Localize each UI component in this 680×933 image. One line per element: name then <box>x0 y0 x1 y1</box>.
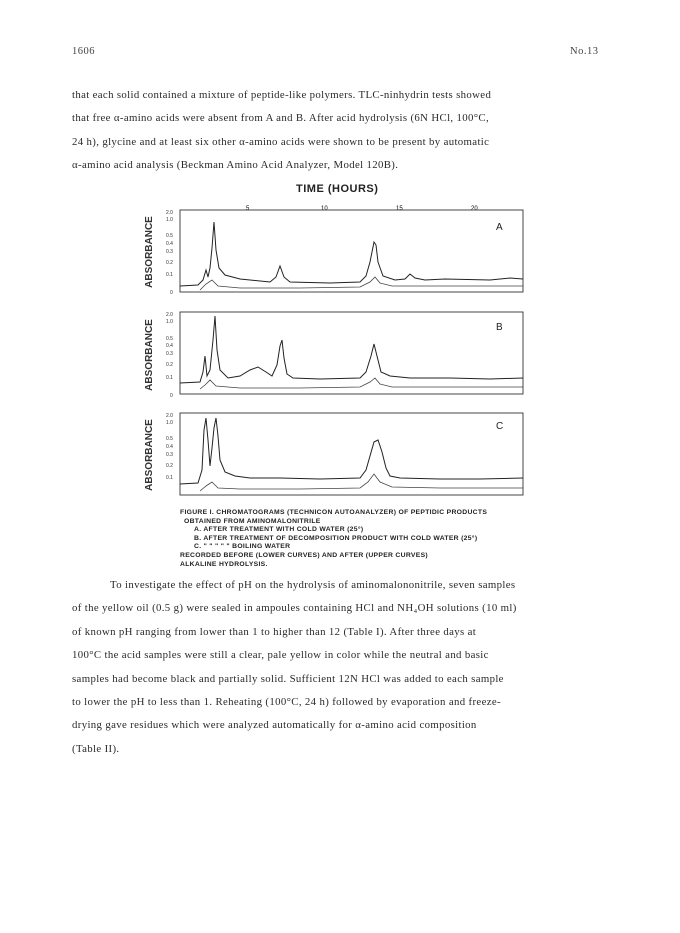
y-tick-label: 0.3 <box>166 351 173 357</box>
caption-line: FIGURE I. CHROMATOGRAMS (TECHNICON AUTOANALYZER) OF PEPTIDIC PRODUCTS <box>180 509 488 516</box>
figure-title: TIME (HOURS) <box>296 183 379 195</box>
issue-number: No.13 <box>570 46 599 57</box>
y-tick-label: 1.0 <box>166 420 173 426</box>
lower-curve <box>200 277 523 290</box>
y-tick-label: 0.1 <box>166 375 173 381</box>
y-tick-label: 0.5 <box>166 436 173 442</box>
text-line: drying gave residues which were analyzed automatically for α-amino acid composition <box>72 719 477 732</box>
text-line: To investigate the effect of pH on the hydrolysis of aminomalononitrile, seven samples <box>110 579 516 591</box>
lower-curve <box>200 474 523 491</box>
lower-curve <box>200 378 523 389</box>
y-tick-label: 0 <box>170 393 173 399</box>
text-line: of known pH ranging from lower than 1 to higher than 12 (Table I). After three days at <box>72 625 477 638</box>
text-line: of the yellow oil (0.5 g) were sealed in ampoules containing HCl and NH₄OH solutions (10 ml) <box>72 602 517 615</box>
caption-line: OBTAINED FROM AMINOMALONITRILE <box>184 517 321 525</box>
y-tick-label: 0.2 <box>166 463 173 469</box>
paragraph-2 <box>72 574 612 761</box>
y-axis-label: ABSORBANCE <box>144 419 155 491</box>
y-tick-label: 0.3 <box>166 249 173 255</box>
text-line: (Table II). <box>72 742 120 755</box>
caption-line: RECORDED BEFORE (LOWER CURVES) AND AFTER (UPPER CURVES) <box>180 551 428 559</box>
y-tick-label: 1.0 <box>166 217 173 223</box>
text-line: 100°C the acid samples were still a clear, pale yellow in color while the neutral and basic <box>72 649 489 662</box>
y-tick-label: 0.5 <box>166 233 173 239</box>
time-tick-label: 10 <box>321 206 328 212</box>
panel-label-a: A <box>496 222 503 233</box>
y-tick-label: 0.5 <box>166 336 173 342</box>
time-tick-label: 15 <box>396 206 403 212</box>
y-axis-label: ABSORBANCE <box>144 216 155 288</box>
plot-frame <box>180 413 523 495</box>
y-tick-label: 0.1 <box>166 475 173 481</box>
y-tick-label: 0.2 <box>166 260 173 266</box>
text-line: α-amino acid analysis (Beckman Amino Acid Analyzer, Model 120B). <box>72 159 399 172</box>
upper-curve <box>180 418 523 484</box>
y-tick-label: 0.4 <box>166 241 173 247</box>
upper-curve <box>180 222 523 286</box>
plot-frame <box>180 312 523 394</box>
y-tick-label: 1.0 <box>166 319 173 325</box>
upper-curve <box>180 316 523 383</box>
caption-line: A. AFTER TREATMENT WITH COLD WATER (25°) <box>194 526 364 534</box>
y-tick-label: 2.0 <box>166 413 173 419</box>
panel-label-c: C <box>496 421 504 432</box>
caption-line: C. " " " " " BOILING WATER <box>194 543 291 551</box>
text-line: samples had become black and partially solid. Sufficient 12N HCl was added to each sample <box>72 672 504 685</box>
text-line: that each solid contained a mixture of peptide-like polymers. TLC-ninhydrin tests showed <box>72 89 492 101</box>
y-tick-label: 0 <box>170 290 173 296</box>
caption-line: B. AFTER TREATMENT OF DECOMPOSITION PRODUCT WITH COLD WATER (25°) <box>194 534 478 542</box>
figure-caption <box>180 509 487 569</box>
y-tick-label: 2.0 <box>166 210 173 216</box>
y-axis-label: ABSORBANCE <box>144 319 155 391</box>
text-line: that free α-amino acids were absent from A and B. After acid hydrolysis (6N HCl, 100°C, <box>72 112 490 125</box>
panel-label-b: B <box>496 322 503 333</box>
text-line: 24 h), glycine and at least six other α-amino acids were shown to be present by automatic <box>72 135 490 148</box>
paragraph-1 <box>72 84 612 178</box>
panel-c <box>144 413 523 495</box>
page-number: 1606 <box>72 46 95 57</box>
panel-b <box>144 312 523 399</box>
y-tick-label: 0.4 <box>166 343 173 349</box>
y-tick-label: 0.2 <box>166 362 173 368</box>
y-tick-label: 0.3 <box>166 452 173 458</box>
plot-frame <box>180 210 523 292</box>
panel-a <box>144 210 523 296</box>
caption-line: ALKALINE HYDROLYSIS. <box>180 560 268 568</box>
y-tick-label: 2.0 <box>166 312 173 318</box>
time-tick-label: 5 <box>246 206 250 212</box>
y-tick-label: 0.1 <box>166 272 173 278</box>
y-tick-label: 0.4 <box>166 444 173 450</box>
time-tick-label: 20 <box>471 206 478 212</box>
text-line: to lower the pH to less than 1. Reheating (100°C, 24 h) followed by evaporation and freeze- <box>72 696 501 709</box>
